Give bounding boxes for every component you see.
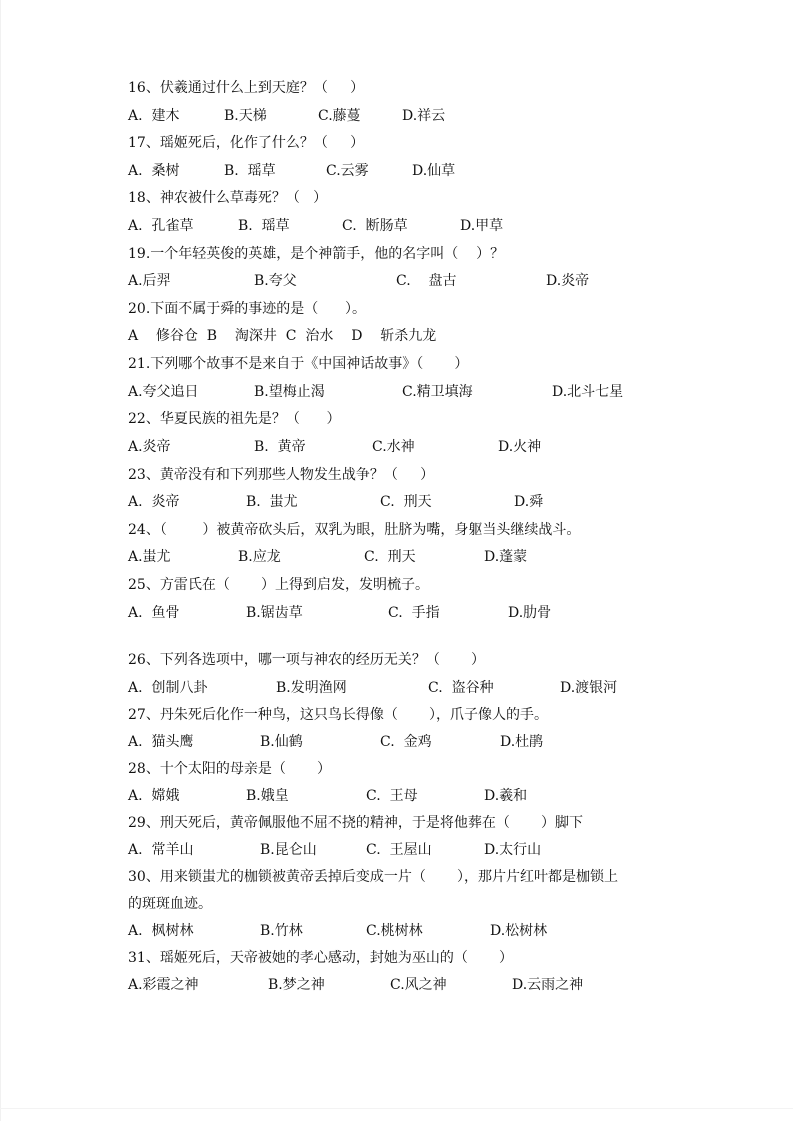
option-a: A. 桑树 (128, 163, 180, 179)
question-30: 30、用来锁蚩尤的枷锁被黄帝丢掉后变成一片（ ），那片片红叶都是枷锁上 (128, 869, 618, 885)
option-d: D.甲草 (460, 218, 504, 234)
option-a: A.炎帝 (128, 439, 171, 455)
option-b: B. 黄帝 (254, 439, 306, 455)
question-16: 16、伏羲通过什么上到天庭？（ ） (128, 80, 365, 96)
option-d: D.渡银河 (560, 680, 618, 696)
option-b: B.仙鹤 (260, 734, 303, 750)
option-d: D.北斗七星 (552, 384, 624, 400)
option-c: C. 刑天 (380, 494, 432, 510)
options-18 (128, 215, 773, 237)
option-a: A. 建木 (128, 108, 180, 124)
options-24 (128, 546, 773, 568)
option-b: B.竹林 (260, 923, 303, 939)
options-27 (128, 731, 773, 753)
question-28: 28、十个太阳的母亲是（ ） (128, 761, 331, 777)
option-c: C. 金鸡 (380, 734, 432, 750)
option-b: B.娥皇 (246, 788, 289, 804)
option-c: C. 盗谷种 (428, 680, 494, 696)
question-20: 20.下面不属于舜的事迹的是（ ）。 (128, 301, 366, 317)
option-b: B. 瑶草 (238, 218, 290, 234)
option-a: A.彩霞之神 (128, 977, 199, 993)
option-a: A.蚩尤 (128, 549, 171, 565)
question-22: 22、华夏民族的祖先是？（ ） (128, 411, 341, 427)
options-29 (128, 839, 773, 861)
option-c: C.云雾 (326, 163, 369, 179)
option-d: D.太行山 (484, 842, 542, 858)
question-23: 23、黄帝没有和下列那些人物发生战争？（ ） (128, 467, 435, 483)
options-28 (128, 785, 773, 807)
option-line: A 修谷仓 B 淘深井 C 治水 D 斩杀九龙 (128, 328, 437, 344)
option-c: C.桃树林 (366, 923, 423, 939)
option-b: B.应龙 (238, 549, 281, 565)
question-27: 27、丹朱死后化作一种鸟，这只鸟长得像（ ），爪子像人的手。 (128, 707, 548, 723)
options-26 (128, 677, 773, 699)
page-bottom-edge (0, 1108, 793, 1109)
option-b: B.发明渔网 (276, 680, 347, 696)
option-c: C.风之神 (390, 977, 447, 993)
options-19 (128, 270, 773, 292)
option-c: C.精卫填海 (402, 384, 473, 400)
option-b: B.天梯 (224, 108, 267, 124)
question-17: 17、瑶姬死后，化作了什么？（ ） (128, 135, 365, 151)
option-a: A. 枫树林 (128, 923, 194, 939)
question-21: 21.下列哪个故事不是来自于《中国神话故事》（ ） (128, 356, 469, 372)
option-d: D.舜 (514, 494, 544, 510)
question-25: 25、方雷氏在（ ）上得到启发，发明梳子。 (128, 577, 429, 593)
question-18: 18、神农被什么草毒死？（ ） (128, 190, 328, 206)
option-b: B.昆仑山 (260, 842, 317, 858)
option-c: C. 王母 (366, 788, 418, 804)
option-d: D.杜鹃 (500, 734, 544, 750)
option-a: A. 猫头鹰 (128, 734, 194, 750)
option-c: C. 断肠草 (342, 218, 408, 234)
option-d: D.羲和 (484, 788, 528, 804)
question-26: 26、下列各选项中，哪一项与神农的经历无关？（ ） (128, 652, 485, 668)
option-b: B.夸父 (254, 273, 297, 289)
options-30 (128, 920, 773, 942)
options-31 (128, 974, 773, 996)
option-c: C. 手指 (388, 605, 440, 621)
option-c: C. 盘古 (396, 273, 457, 289)
question-24: 24、（ ）被黄帝砍头后，双乳为眼，肚脐为嘴，身躯当头继续战斗。 (128, 522, 581, 538)
option-d: D.云雨之神 (512, 977, 584, 993)
option-b: B. 瑶草 (224, 163, 276, 179)
question-31: 31、瑶姬死后，天帝被她的孝心感动，封她为巫山的（ ） (128, 950, 513, 966)
option-b: B.梦之神 (268, 977, 325, 993)
options-16 (128, 105, 773, 127)
question-30-continued: 的斑斑血迹。 (128, 896, 212, 912)
option-a: A. 创制八卦 (128, 680, 208, 696)
option-d: D.蓬蒙 (484, 549, 528, 565)
question-29: 29、刑天死后，黄帝佩服他不屈不挠的精神，于是将他葬在（ ）脚下 (128, 815, 583, 831)
options-17 (128, 160, 773, 182)
options-21 (128, 381, 773, 403)
option-a: A. 常羊山 (128, 842, 194, 858)
options-25 (128, 602, 773, 624)
option-d: D.仙草 (412, 163, 456, 179)
option-a: A. 炎帝 (128, 494, 180, 510)
option-c: C. 王屋山 (366, 842, 432, 858)
options-22 (128, 436, 773, 458)
option-b: B.望梅止渴 (254, 384, 325, 400)
option-d: D.火神 (498, 439, 542, 455)
option-a: A.夸父追日 (128, 384, 199, 400)
option-a: A.后羿 (128, 273, 171, 289)
option-c: C.藤蔓 (318, 108, 361, 124)
option-c: C.水神 (372, 439, 415, 455)
option-d: D.肋骨 (508, 605, 552, 621)
page-left-edge (0, 0, 1, 1121)
option-b: B. 蚩尤 (246, 494, 298, 510)
option-a: A. 嫦娥 (128, 788, 180, 804)
option-d: D.祥云 (402, 108, 446, 124)
option-a: A. 鱼骨 (128, 605, 180, 621)
option-a: A. 孔雀草 (128, 218, 194, 234)
option-d: D.炎帝 (546, 273, 590, 289)
question-19: 19.一个年轻英俊的英雄，是个神箭手，他的名字叫（ ）？ (128, 246, 505, 262)
options-23 (128, 491, 773, 513)
option-b: B.锯齿草 (246, 605, 303, 621)
option-c: C. 刑天 (364, 549, 416, 565)
options-20 (128, 325, 773, 347)
option-d: D.松树林 (490, 923, 548, 939)
